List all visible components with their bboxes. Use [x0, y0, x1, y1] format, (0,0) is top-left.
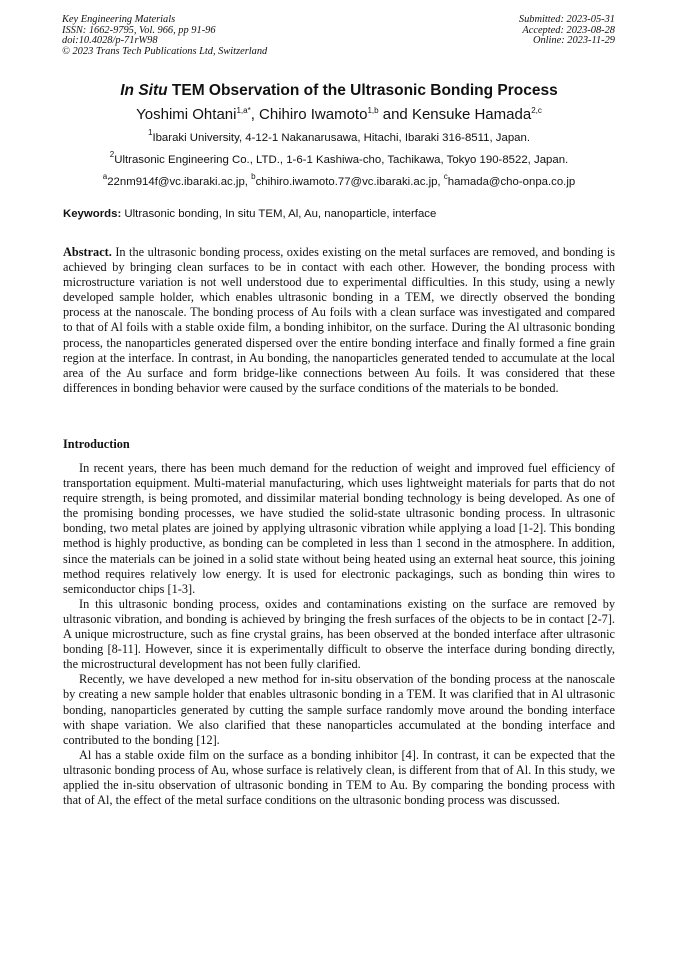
paragraph: Recently, we have developed a new method for in-situ observation of the bonding process at the nanoscale by creating a new sample holder that enables ultrasonic bonding in a TEM. It was clarified that in Al ultrasonic bonding, nanoparticles generated by cutting the sample surface randomly move around the bonding interface with shape variation. We also clarified that these nanoparticles accumulated at the bonding interface and contributed to the bonding [12]. — [63, 672, 615, 747]
section-heading-introduction: Introduction — [63, 437, 130, 451]
affiliation-2 — [0, 150, 678, 166]
affiliation-sup: 1 — [147, 128, 153, 137]
affiliation-1 — [0, 128, 678, 144]
issn-line: ISSN: 1662-9795, Vol. 966, pp 91-96 — [62, 24, 216, 36]
affiliation-text: Ultrasonic Engineering Co., LTD., 1-6-1 Kashiwa-cho, Tachikawa, Tokyo 190-8522, Japan. — [114, 154, 569, 166]
copyright-line: © 2023 Trans Tech Publications Ltd, Switzerland — [62, 45, 268, 57]
author-separator: , — [250, 106, 260, 123]
paragraph: Al has a stable oxide film on the surface as a bonding inhibitor [4]. In contrast, it can be expected that the ultrasonic bonding process of Au, whose surface is relatively clean, is different from that of Al. In this study, we applied the in-situ observation of ultrasonic bonding in TEM to Au. By comparing the bonding process with that of Al, the effect of the metal surface conditions on the ultrasonic bonding process was discussed. — [63, 747, 615, 808]
journal-info — [62, 15, 267, 57]
email-sup: c — [443, 172, 448, 181]
journal-name: Key Engineering Materials — [62, 14, 176, 25]
email-line — [0, 172, 678, 188]
email-address[interactable]: hamada@cho-onpa.co.jp — [447, 176, 576, 188]
abstract — [63, 245, 615, 396]
keywords — [63, 208, 615, 220]
affiliation-sup: 2 — [109, 150, 115, 159]
email-sup: a — [102, 172, 108, 181]
keywords-text: Ultrasonic bonding, In situ TEM, Al, Au, nanoparticle, interface — [121, 208, 437, 220]
abstract-text: In the ultrasonic bonding process, oxides existing on the metal surfaces are removed, and bonding is achieved by bringing clean surfaces to be in contact with each other. However, the bonding process with microstructure variation is not well understood due to experimental difficulties. In this study, using a newly developed sample holder, which enables ultrasonic bonding in a TEM, we directly observed the bonding process at the nanoscale. The bonding process of Au foils with a clean surface was investigated and compared to that of Al foils with a stable oxide film, a bonding inhibitor, on the surface. During the Al ultrasonic bonding process, the nanoparticles generated dispersed over the entire bonding interface and finally formed a fine grain region at the interface. In contrast, in Au bonding, the nanoparticles generated tended to accumulate at the local area of the Au surface and form bridge-like connections between Au foils. It was considered that these differences in bonding behavior were caused by the surface conditions of the materials to be bonded. — [63, 245, 615, 395]
author-name: Kensuke Hamada — [411, 106, 532, 123]
author-name: Yoshimi Ohtani — [136, 106, 237, 123]
accepted-date: Accepted: 2023-08-28 — [522, 24, 615, 36]
author-sup: 1,b — [367, 106, 379, 115]
paragraph: In this ultrasonic bonding process, oxides and contaminations existing on the surface are removed by ultrasonic vibration, and bonding is achieved by bringing the fresh surfaces of the objects to be in contact [2-7]. A unique microstructure, such as fine crystal grains, has been observed at the bonded interface after ultrasonic bonding [8-11]. However, since it is experimentally difficult to observe the interface during bonding directly, the microstructural development has not been fully clarified. — [63, 596, 615, 672]
online-date: Online: 2023-11-29 — [532, 35, 615, 47]
author-sup: 1,a* — [236, 106, 251, 115]
keywords-label: Keywords: — [63, 208, 122, 220]
publication-dates — [519, 15, 615, 47]
title-rest: TEM Observation of the Ultrasonic Bonding Process — [167, 82, 558, 99]
paper-title — [0, 82, 678, 100]
affiliation-text: Ibaraki University, 4-12-1 Nakanarusawa, Hitachi, Ibaraki 316-8511, Japan. — [152, 132, 530, 144]
author-list — [0, 106, 678, 123]
email-sup: b — [251, 172, 256, 181]
author-name: Chihiro Iwamoto — [259, 106, 368, 123]
introduction-body — [63, 461, 615, 808]
title-italic: In Situ — [120, 82, 168, 99]
author-sup: 2,c — [531, 106, 542, 115]
submitted-date: Submitted: 2023-05-31 — [518, 14, 615, 25]
author-separator: and — [378, 106, 412, 123]
paragraph: In recent years, there has been much demand for the reduction of weight and improved fuel efficiency of transportation equipment. Multi-material manufacturing, which uses lightweight materials for parts that do not require strength, is being promoted, and dissimilar material bonding technology is being developed. As one of the promising bonding processes, we have studied the solid-state ultrasonic bonding process. In ultrasonic bonding, two metal plates are joined by applying ultrasonic vibration while applying a load [1-2]. This bonding method is highly productive, as bonding can be completed in less than 1 second in the atmosphere. In addition, since the materials can be joined in a solid state without being heated using an external heat source, this joining method requires relatively low energy. It is used for electronic packagings, such as bonding thin wires to semiconductor chips [1-3]. — [63, 461, 615, 596]
email-address[interactable]: chihiro.iwamoto.77@vc.ibaraki.ac.jp, — [255, 176, 444, 188]
abstract-label: Abstract. — [63, 245, 112, 259]
doi-line: doi:10.4028/p-71rW98 — [62, 35, 158, 47]
email-address[interactable]: 22nm914f@vc.ibaraki.ac.jp, — [107, 176, 252, 188]
